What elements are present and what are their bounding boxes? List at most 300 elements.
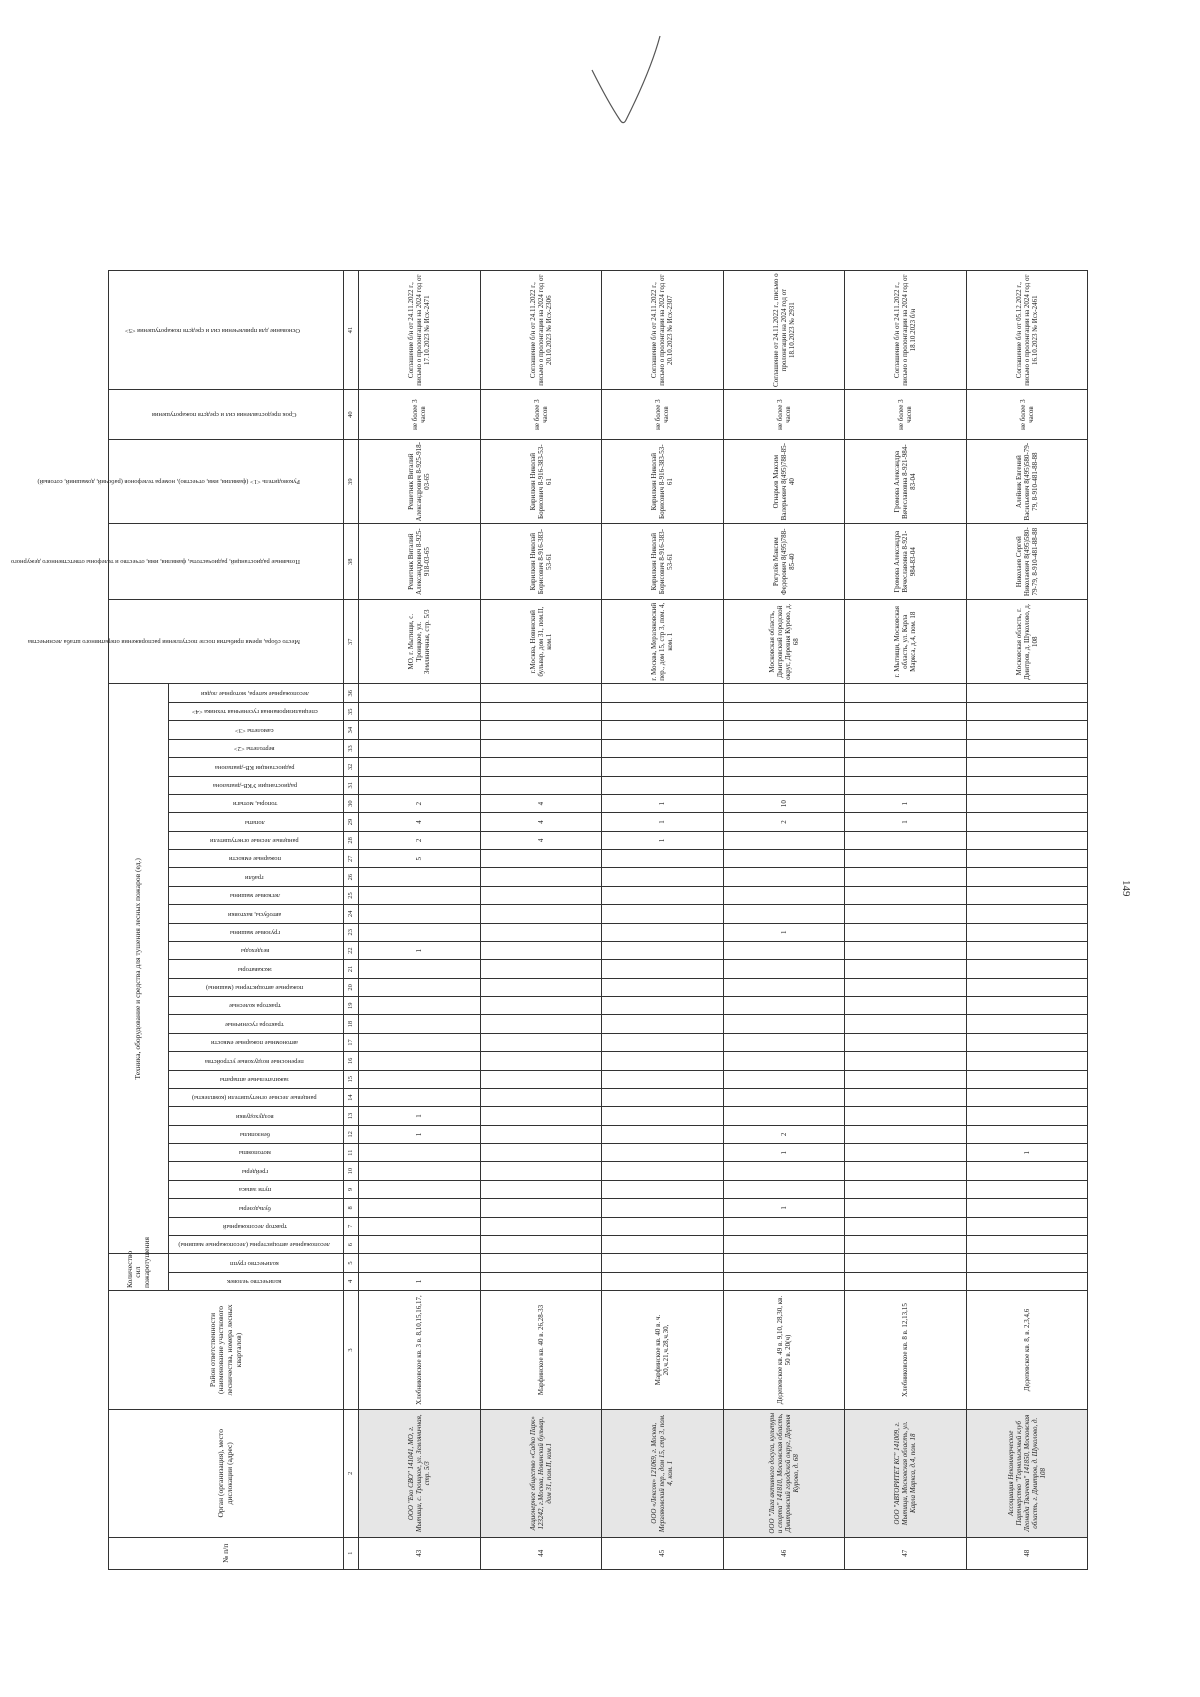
- equipment-count-col-24: [359, 905, 481, 923]
- equipment-count-col-7: [480, 1217, 602, 1235]
- header-col-6: [169, 1235, 344, 1253]
- header-col-17: [169, 1033, 344, 1051]
- page-number: 149: [1120, 880, 1132, 897]
- header-col-8: [169, 1199, 344, 1217]
- header-col-33-text: вертолеты <2>: [234, 745, 275, 753]
- equipment-count-col-5: [723, 1254, 845, 1272]
- header-col-10-text: грейдеры: [241, 1167, 268, 1175]
- equipment-count-col-33: [723, 739, 845, 757]
- equipment-count-col-36: [480, 684, 602, 703]
- equipment-count-col-11: [359, 1144, 481, 1162]
- col-number-5: 5: [344, 1254, 359, 1272]
- header-col-4: [169, 1272, 344, 1290]
- col-number-13: 13: [344, 1107, 359, 1125]
- equipment-count-col-20: [602, 978, 724, 996]
- equipment-count-col-12: 1: [359, 1125, 481, 1143]
- equipment-count-col-17: [723, 1033, 845, 1051]
- equipment-count-col-7: [602, 1217, 724, 1235]
- col-number-35: 35: [344, 703, 359, 721]
- header-col-35: [169, 703, 344, 721]
- header-col-28: [169, 831, 344, 849]
- header-col-13-text: воздуходувки: [235, 1112, 274, 1120]
- register-table-area: [10, 270, 1088, 1570]
- equipment-count-col-4: [966, 1272, 1088, 1290]
- col-number-8: 8: [344, 1199, 359, 1217]
- equipment-count-col-15: [966, 1070, 1088, 1088]
- equipment-count-col-23: [359, 923, 481, 941]
- equipment-count-col-32: [723, 758, 845, 776]
- equipment-count-col-12: [480, 1125, 602, 1143]
- equipment-count-col-30: [966, 794, 1088, 812]
- table-row: [723, 271, 845, 1570]
- col-number-37: 37: [344, 600, 359, 684]
- col-number-21: 21: [344, 960, 359, 978]
- col-number-16: 16: [344, 1052, 359, 1070]
- equipment-count-col-28: 1: [602, 831, 724, 849]
- gathering-place: г. Москва, Мерзляковский пер., дом 15, стр 3, пом. 4, ком. 1: [602, 600, 724, 684]
- equipment-count-col-21: [845, 960, 967, 978]
- equipment-count-col-4: [723, 1272, 845, 1290]
- equipment-count-col-7: [845, 1217, 967, 1235]
- organization: ООО "Лига активного досуга, культуры и спорта" 141810, Московская область, Дмитровский городской округ, Деревня Курово, д. 68: [723, 1409, 845, 1537]
- equipment-count-col-22: [480, 941, 602, 959]
- header-col-19: [169, 997, 344, 1015]
- equipment-count-col-18: [723, 1015, 845, 1033]
- gathering-place: МО, г. Мытищи, с. Троицкое, ул. Земляничная, стр. 5/3: [359, 600, 481, 684]
- table-row: [359, 271, 481, 1570]
- col-number-1: 1: [344, 1537, 359, 1569]
- equipment-count-col-13: [723, 1107, 845, 1125]
- header-col-13: [169, 1107, 344, 1125]
- equipment-count-col-29: [966, 813, 1088, 831]
- equipment-count-col-31: [845, 776, 967, 794]
- equipment-count-col-4: [602, 1272, 724, 1290]
- header-org: Орган (организация), место дислокации (адрес): [109, 1409, 344, 1537]
- duty-officer: Николаев Сергей Николаевич 8(495)580-79-79, 8-910-481-88-88: [966, 524, 1088, 600]
- equipment-count-col-33: [845, 739, 967, 757]
- equipment-count-col-19: [480, 997, 602, 1015]
- equipment-count-col-18: [845, 1015, 967, 1033]
- equipment-count-col-8: [966, 1199, 1088, 1217]
- equipment-count-col-11: 1: [723, 1144, 845, 1162]
- equipment-count-col-35: [480, 703, 602, 721]
- header-col-26-text: грабли: [245, 873, 265, 881]
- equipment-count-col-21: [480, 960, 602, 978]
- col-number-12: 12: [344, 1125, 359, 1143]
- header-col-14-text: ранцевые лесные огнетушители (комплекты): [192, 1094, 317, 1102]
- equipment-count-col-28: [723, 831, 845, 849]
- pen-check-mark: [590, 28, 690, 138]
- equipment-count-col-11: [845, 1144, 967, 1162]
- provision-term: не более 3 часов: [723, 390, 845, 440]
- equipment-count-col-31: [480, 776, 602, 794]
- equipment-count-col-10: [359, 1162, 481, 1180]
- equipment-count-col-34: [723, 721, 845, 739]
- equipment-count-col-19: [723, 997, 845, 1015]
- equipment-count-col-32: [480, 758, 602, 776]
- header-col-25: [169, 886, 344, 904]
- col-number-29: 29: [344, 813, 359, 831]
- header-col-22-text: вездеходы: [240, 947, 269, 955]
- equipment-count-col-21: [966, 960, 1088, 978]
- equipment-count-col-16: [602, 1052, 724, 1070]
- header-basis: [109, 271, 344, 390]
- col-number-22: 22: [344, 941, 359, 959]
- header-col-31: [169, 776, 344, 794]
- equipment-count-col-26: [480, 868, 602, 886]
- col-number-28: 28: [344, 831, 359, 849]
- equipment-count-col-27: [602, 850, 724, 868]
- gathering-place: Московская область, г. Дмитров, д. Шуколово, д. 108: [966, 600, 1088, 684]
- equipment-count-col-17: [480, 1033, 602, 1051]
- provision-term: не более 3 часов: [966, 390, 1088, 440]
- equipment-count-col-28: [845, 831, 967, 849]
- equipment-count-col-6: [966, 1235, 1088, 1253]
- engagement-basis: Соглашение б/н от 05.12.2022 г., письмо о пролонгации на 2024 год от 16.10.2023 № Исх-2461: [966, 271, 1088, 390]
- header-col-5-text: количество групп: [230, 1259, 280, 1267]
- equipment-count-col-26: [723, 868, 845, 886]
- equipment-count-col-30: 1: [602, 794, 724, 812]
- equipment-count-col-6: [602, 1235, 724, 1253]
- equipment-count-col-25: [480, 886, 602, 904]
- equipment-count-col-13: 1: [359, 1107, 481, 1125]
- equipment-count-col-27: [480, 850, 602, 868]
- equipment-count-col-19: [966, 997, 1088, 1015]
- equipment-count-col-6: [845, 1235, 967, 1253]
- col-number-27: 27: [344, 850, 359, 868]
- equipment-count-col-19: [845, 997, 967, 1015]
- equipment-count-col-15: [480, 1070, 602, 1088]
- equipment-count-col-9: [359, 1180, 481, 1198]
- equipment-count-col-33: [359, 739, 481, 757]
- header-col-23-text: грузовые машины: [229, 928, 280, 936]
- engagement-basis: Соглашение б/н от 24.11.2022 г., письмо о пролонгации на 2024 год от 20.10.2023 № Исх-2307: [602, 271, 724, 390]
- responsibility-area: Марфинское кв. 40 в. ч. 20,ч.21,ч.28,ч.30,: [602, 1291, 724, 1410]
- equipment-count-col-31: [359, 776, 481, 794]
- header-col-34: [169, 721, 344, 739]
- equipment-count-col-25: [723, 886, 845, 904]
- col-number-40: 40: [344, 390, 359, 440]
- equipment-count-col-4: [845, 1272, 967, 1290]
- equipment-count-col-30: 10: [723, 794, 845, 812]
- equipment-count-col-11: [602, 1144, 724, 1162]
- header-col-7: [169, 1217, 344, 1235]
- header-col-35-text: специализированная гусеничная техника <4>: [191, 708, 318, 716]
- equipment-count-col-14: [602, 1088, 724, 1106]
- header-col-17-text: автономные пожарные емкости: [211, 1039, 299, 1047]
- equipment-count-col-17: [966, 1033, 1088, 1051]
- equipment-count-col-25: [845, 886, 967, 904]
- organization: ООО «Лексон» 121069, г. Москва, Мерзляковский пер., дом 15, стр 3, пом. 4, ком. 1: [602, 1409, 724, 1537]
- equipment-count-col-14: [966, 1088, 1088, 1106]
- header-col-22: [169, 941, 344, 959]
- row-number: 47: [845, 1537, 967, 1569]
- equipment-count-col-18: [480, 1015, 602, 1033]
- equipment-count-col-18: [602, 1015, 724, 1033]
- header-col-21-text: экскаваторы: [237, 965, 272, 973]
- equipment-count-col-12: [966, 1125, 1088, 1143]
- equipment-count-col-5: [966, 1254, 1088, 1272]
- equipment-count-col-5: [845, 1254, 967, 1272]
- equipment-count-col-31: [602, 776, 724, 794]
- equipment-count-col-24: [480, 905, 602, 923]
- col-number-14: 14: [344, 1088, 359, 1106]
- equipment-count-col-15: [845, 1070, 967, 1088]
- equipment-count-col-5: [359, 1254, 481, 1272]
- header-col-36-text: лесопожарные катера, моторные лодки: [200, 689, 309, 697]
- header-col-12: [169, 1125, 344, 1143]
- equipment-count-col-32: [602, 758, 724, 776]
- header-col-12-text: бензопилы: [239, 1131, 270, 1139]
- col-number-6: 6: [344, 1235, 359, 1253]
- row-number: 44: [480, 1537, 602, 1569]
- header-col-19-text: трактора колесные: [228, 1002, 281, 1010]
- leader-contacts: Громова Александра Вячеславовна 8-921-984-83-04: [845, 440, 967, 524]
- equipment-count-col-27: [723, 850, 845, 868]
- duty-officer: Кирилкин Николай Борисович 8-916-383-53-61: [602, 524, 724, 600]
- organization: ООО "Еко СВО" 141041, МО, г. Мытищи, с. Троицкое, ул. Земляничная, стр. 5/3: [359, 1409, 481, 1537]
- leader-contacts: Алейник Евгений Васильевич 8(495)580-79-79, 8-910-481-88-88: [966, 440, 1088, 524]
- header-col-21: [169, 960, 344, 978]
- equipment-count-col-31: [966, 776, 1088, 794]
- equipment-count-col-11: [480, 1144, 602, 1162]
- equipment-count-col-14: [359, 1088, 481, 1106]
- header-num: № п/п: [109, 1537, 344, 1569]
- gathering-place: г. Мытищи, Московская область, ул. Карла Маркса, д.4, пом. 18: [845, 600, 967, 684]
- equipment-count-col-10: [845, 1162, 967, 1180]
- header-place-text: Место сбора, время прибытия после поступления распоряжения оперативного штаба лесничества: [27, 638, 300, 646]
- header-col-31-text: радиостанции УКВ-диапазона: [212, 781, 297, 789]
- header-equipment-group: Техника, оборудование и средства для тушения лесных пожаров (ед.): [109, 684, 169, 1254]
- equipment-count-col-19: [359, 997, 481, 1015]
- equipment-count-col-20: [723, 978, 845, 996]
- equipment-count-col-15: [723, 1070, 845, 1088]
- equipment-count-col-36: [723, 684, 845, 703]
- header-col-29: [169, 813, 344, 831]
- equipment-count-col-20: [845, 978, 967, 996]
- equipment-count-col-7: [359, 1217, 481, 1235]
- header-col-6-text: лесопожарные автоцистерны (лесопожарные машины): [178, 1241, 330, 1249]
- table-row: [602, 271, 724, 1570]
- equipment-count-col-14: [480, 1088, 602, 1106]
- equipment-count-col-10: [723, 1162, 845, 1180]
- equipment-count-col-36: [845, 684, 967, 703]
- equipment-count-col-17: [602, 1033, 724, 1051]
- table-row: [845, 271, 967, 1570]
- equipment-count-col-9: [845, 1180, 967, 1198]
- equipment-count-col-32: [845, 758, 967, 776]
- engagement-basis: Соглашение б/н от 24.11.2022 г., письмо о пролонгации на 2024 год от 20.10.2023 № Исх-2306: [480, 271, 602, 390]
- col-number-9: 9: [344, 1180, 359, 1198]
- equipment-count-col-36: [602, 684, 724, 703]
- engagement-basis: Соглашение б/н от 24.11.2022 г., письмо о пролонгации на 2024 год от 18.10.2023 б/н: [845, 271, 967, 390]
- col-number-34: 34: [344, 721, 359, 739]
- header-col-4-text: количество человек: [227, 1278, 282, 1286]
- equipment-count-col-22: [966, 941, 1088, 959]
- header-col-15-text: зажигательные аппараты: [220, 1075, 290, 1083]
- row-number: 43: [359, 1537, 481, 1569]
- equipment-count-col-17: [359, 1033, 481, 1051]
- equipment-count-col-31: [723, 776, 845, 794]
- header-col-27-text: пожарные емкости: [228, 855, 281, 863]
- equipment-count-col-26: [359, 868, 481, 886]
- equipment-count-col-24: [723, 905, 845, 923]
- header-col-5: [169, 1254, 344, 1272]
- equipment-count-col-30: 2: [359, 794, 481, 812]
- equipment-count-col-29: 2: [723, 813, 845, 831]
- col-number-4: 4: [344, 1272, 359, 1290]
- equipment-count-col-28: 2: [359, 831, 481, 849]
- col-number-26: 26: [344, 868, 359, 886]
- header-col-28-text: ранцевые лесные огнетушители: [210, 837, 300, 845]
- header-col-29-text: лопаты: [244, 818, 265, 826]
- row-number: 46: [723, 1537, 845, 1569]
- equipment-count-col-7: [723, 1217, 845, 1235]
- gathering-place: г.Москва, Новинский бульвар, дом 31, пом.II, ком.1: [480, 600, 602, 684]
- equipment-count-col-21: [602, 960, 724, 978]
- header-col-25-text: легковые машины: [229, 892, 280, 900]
- equipment-count-col-28: [966, 831, 1088, 849]
- duty-officer: Кирилкин Николай Борисович 8-916-383-53-61: [480, 524, 602, 600]
- responsibility-area: Марфинское кв. 40 в. 26,28-33: [480, 1291, 602, 1410]
- header-term: [109, 390, 344, 440]
- leader-contacts: Кирилкин Николай Борисович 8-916-383-53-61: [480, 440, 602, 524]
- equipment-count-col-10: [966, 1162, 1088, 1180]
- table-row: [480, 271, 602, 1570]
- equipment-count-col-35: [723, 703, 845, 721]
- col-number-23: 23: [344, 923, 359, 941]
- equipment-count-col-11: 1: [966, 1144, 1088, 1162]
- equipment-count-col-35: [602, 703, 724, 721]
- header-duty-text: Позывные радиостанций, радиочастоты, фамилия, имя, отчество и телефоны ответственного дежурного: [10, 558, 300, 566]
- equipment-count-col-29: 1: [602, 813, 724, 831]
- header-place: [27, 600, 344, 684]
- organization: Акционерное общество «Садко Парк» 123242, г.Москва, Новинский бульвар, дом 31, пом.II, ком.1: [480, 1409, 602, 1537]
- equipment-count-col-6: [723, 1235, 845, 1253]
- provision-term: не более 3 часов: [480, 390, 602, 440]
- header-leader-text: Руководитель <1> (фамилия, имя, отчество), номера телефонов (рабочий, домашний, сотовый): [37, 478, 300, 486]
- header-col-20: [169, 978, 344, 996]
- header-term-text: Срок предоставления сил и средств пожаротушения: [152, 411, 297, 419]
- equipment-count-col-8: [480, 1199, 602, 1217]
- col-number-11: 11: [344, 1144, 359, 1162]
- equipment-count-col-29: 4: [480, 813, 602, 831]
- responsibility-area: Хлебниковское кв. 3 в. 8,10,15,16,17,: [359, 1291, 481, 1410]
- equipment-count-col-36: [359, 684, 481, 703]
- equipment-count-col-32: [359, 758, 481, 776]
- equipment-count-col-25: [602, 886, 724, 904]
- col-number-10: 10: [344, 1162, 359, 1180]
- header-forces-group: Количество сил пожаротушения: [109, 1254, 169, 1291]
- equipment-count-col-33: [966, 739, 1088, 757]
- header-leader: [37, 440, 344, 524]
- col-number-39: 39: [344, 440, 359, 524]
- equipment-count-col-34: [602, 721, 724, 739]
- col-number-7: 7: [344, 1217, 359, 1235]
- equipment-count-col-16: [359, 1052, 481, 1070]
- equipment-count-col-24: [602, 905, 724, 923]
- equipment-count-col-10: [480, 1162, 602, 1180]
- equipment-count-col-20: [359, 978, 481, 996]
- header-col-16: [169, 1052, 344, 1070]
- responsibility-area: Хлебниковское кв. 8 в. 12,13,15: [845, 1291, 967, 1410]
- equipment-count-col-15: [359, 1070, 481, 1088]
- equipment-count-col-16: [845, 1052, 967, 1070]
- leader-contacts: Решетняк Виталий Александрович 8-925-918-03-65: [359, 440, 481, 524]
- col-number-15: 15: [344, 1070, 359, 1088]
- equipment-count-col-27: [966, 850, 1088, 868]
- duty-officer: Громова Александра Вячеславовна 8-921-984-83-04: [845, 524, 967, 600]
- col-number-32: 32: [344, 758, 359, 776]
- leader-contacts: Кирилкин Николай Борисович 8-916-383-53-61: [602, 440, 724, 524]
- equipment-count-col-24: [845, 905, 967, 923]
- organization: Ассоциация Некоммерческое Партнерство "Горнолыжный клуб Леонида Тягачева" 141850, Московская область, г. Дмитров, д. Шуколово, д. 108: [966, 1409, 1088, 1537]
- col-number-19: 19: [344, 997, 359, 1015]
- equipment-count-col-27: [845, 850, 967, 868]
- col-number-18: 18: [344, 1015, 359, 1033]
- equipment-count-col-9: [480, 1180, 602, 1198]
- equipment-count-col-23: 1: [723, 923, 845, 941]
- equipment-count-col-20: [966, 978, 1088, 996]
- equipment-count-col-17: [845, 1033, 967, 1051]
- equipment-count-col-30: 4: [480, 794, 602, 812]
- equipment-count-col-5: [480, 1254, 602, 1272]
- col-number-33: 33: [344, 739, 359, 757]
- header-col-20-text: пожарные автоцистерны (машины): [206, 984, 304, 992]
- equipment-count-col-16: [480, 1052, 602, 1070]
- equipment-count-col-26: [602, 868, 724, 886]
- equipment-count-col-16: [966, 1052, 1088, 1070]
- col-number-17: 17: [344, 1033, 359, 1051]
- equipment-count-col-8: 1: [723, 1199, 845, 1217]
- equipment-count-col-14: [723, 1088, 845, 1106]
- equipment-count-col-13: [480, 1107, 602, 1125]
- equipment-count-col-8: [845, 1199, 967, 1217]
- col-number-41: 41: [344, 271, 359, 390]
- equipment-count-col-8: [602, 1199, 724, 1217]
- equipment-count-col-4: 1: [359, 1272, 481, 1290]
- header-col-26: [169, 868, 344, 886]
- header-col-9-text: пути запаса: [238, 1186, 271, 1194]
- header-col-24: [169, 905, 344, 923]
- equipment-count-col-29: 1: [845, 813, 967, 831]
- equipment-count-col-19: [602, 997, 724, 1015]
- col-number-24: 24: [344, 905, 359, 923]
- equipment-count-col-26: [845, 868, 967, 886]
- header-col-36: [169, 684, 344, 703]
- duty-officer: Рогулёв Максим Федорович 8(495)788-85-40: [723, 524, 845, 600]
- equipment-count-col-24: [966, 905, 1088, 923]
- equipment-count-col-25: [966, 886, 1088, 904]
- equipment-count-col-33: [602, 739, 724, 757]
- provision-term: не более 3 часов: [359, 390, 481, 440]
- equipment-count-col-9: [723, 1180, 845, 1198]
- equipment-count-col-13: [966, 1107, 1088, 1125]
- equipment-count-col-13: [602, 1107, 724, 1125]
- equipment-count-col-21: [359, 960, 481, 978]
- header-col-18-text: трактора гусеничные: [225, 1020, 284, 1028]
- equipment-count-col-5: [602, 1254, 724, 1272]
- header-region: Район ответственности (наименование участкового лесничества, номера лесных кварталов): [109, 1291, 344, 1410]
- equipment-count-col-4: [480, 1272, 602, 1290]
- equipment-count-col-36: [966, 684, 1088, 703]
- engagement-basis: Соглашение от 24.11.2022 г., письмо о пролонгации на 2024 год от 18.10.2023 № 2931: [723, 271, 845, 390]
- header-col-8-text: бульдозеры: [238, 1204, 271, 1212]
- equipment-count-col-23: [480, 923, 602, 941]
- header-col-24-text: автобусы, вахтовки: [228, 910, 282, 918]
- equipment-count-col-32: [966, 758, 1088, 776]
- equipment-count-col-21: [723, 960, 845, 978]
